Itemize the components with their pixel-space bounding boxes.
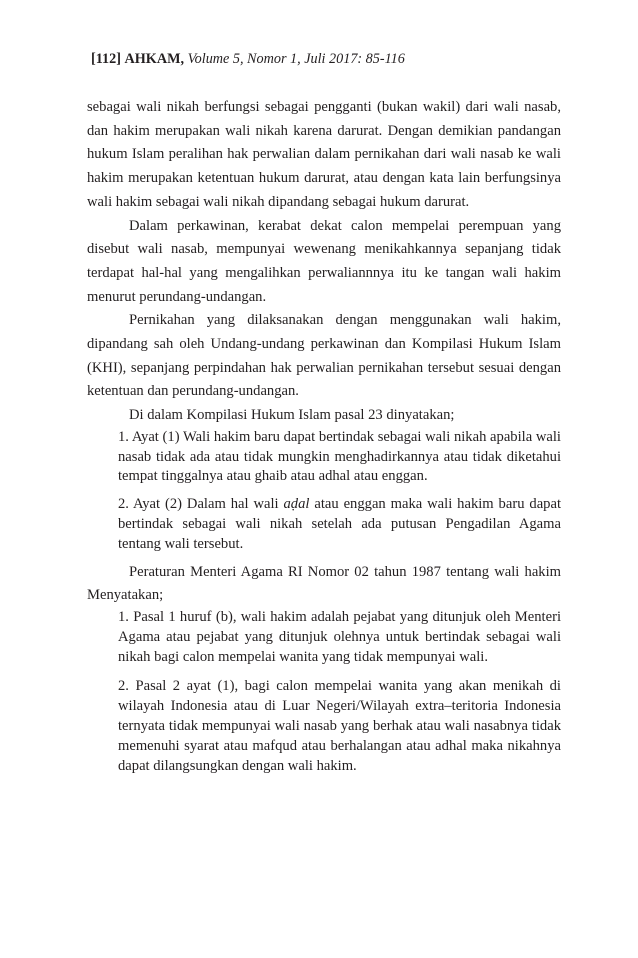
list-item-pasal-1: 1. Pasal 1 huruf (b), wali hakim adalah pejabat yang ditunjuk oleh Menteri Agama atau pejabat yang ditunjuk olehnya untuk bertindak sebagai wali nikah bagi calon mempelai wanita yang tidak mempunyai wali.	[118, 609, 561, 665]
journal-issue: Volume 5, Nomor 1, Juli 2017: 85-116	[187, 51, 405, 67]
page-body	[87, 96, 561, 776]
list-item-pasal-2: 2. Pasal 2 ayat (1), bagi calon mempelai wanita yang akan menikah di wilayah Indonesia atau di Luar Negeri/Wilayah extra–teritoria Indonesia ternyata tidak mempunyai wali nasab yang berhak atau wali nasabnya tidak memenuhi syarat atau mafqud atau berhalangan atau adhal maka nikahnya dapat dilangsungkan dengan wali hakim.	[118, 678, 561, 774]
khi-article-list	[118, 428, 561, 555]
ayat-2-text-end: atau enggan maka wali hakim baru dapat bertindak sebagai wali nikah setelah ada putusan Pengadilan Agama tentang wali tersebut.	[118, 496, 561, 552]
paragraph-continued: sebagai wali nikah berfungsi sebagai pengganti (bukan wakil) dari wali nasab, dan hakim merupakan wali nikah karena darurat. Dengan demikian pandangan hukum Islam peralihan hak perwalian dalam pernikahan dari wali nasab ke wali hakim merupakan ketentuan hukum darurat, atau dengan kata lain berfungsinya wali hakim sebagai wali nikah dipandang sebagai hukum darurat.	[87, 99, 561, 210]
paragraph-pma-intro: Peraturan Menteri Agama RI Nomor 02 tahun 1987 tentang wali hakim Menyatakan;	[87, 563, 561, 604]
list-item-ayat-1: 1. Ayat (1) Wali hakim baru dapat bertindak sebagai wali nikah apabila wali nasab tidak ada atau tidak mungkin menghadirkannya atau tidak diketahui tempat tinggalnya atau ghaib atau adhal atau enggan.	[118, 428, 561, 485]
paragraph-pernikahan-wali-hakim: Pernikahan yang dilaksanakan dengan menggunakan wali hakim, dipandang sah oleh Undang-undang perkawinan dan Kompilasi Hukum Islam (KHI), sepanjang perpindahan hak perwalian pernikahan tersebut sesuai dengan ketentuan dan perundang-undangan.	[87, 312, 561, 400]
running-header	[91, 51, 405, 68]
pma-article-list	[118, 608, 561, 776]
paragraph-wali-nasab: Dalam perkawinan, kerabat dekat calon mempelai perempuan yang disebut wali nasab, mempunyai wewenang menikahkannya sepanjang tidak terdapat hal-hal yang mengalihkan perwaliannnya itu ke tangan wali hakim menurut perundang-undangan.	[87, 217, 561, 305]
list-item-ayat-2	[118, 495, 561, 554]
term-adal: aḍal	[283, 496, 310, 513]
journal-name: AHKAM,	[124, 51, 185, 67]
page-number: [112]	[91, 51, 121, 67]
paragraph-khi-intro: Di dalam Kompilasi Hukum Islam pasal 23 dinyatakan;	[129, 407, 455, 424]
ayat-2-text-start: 2. Ayat (2) Dalam hal wali	[118, 496, 284, 513]
